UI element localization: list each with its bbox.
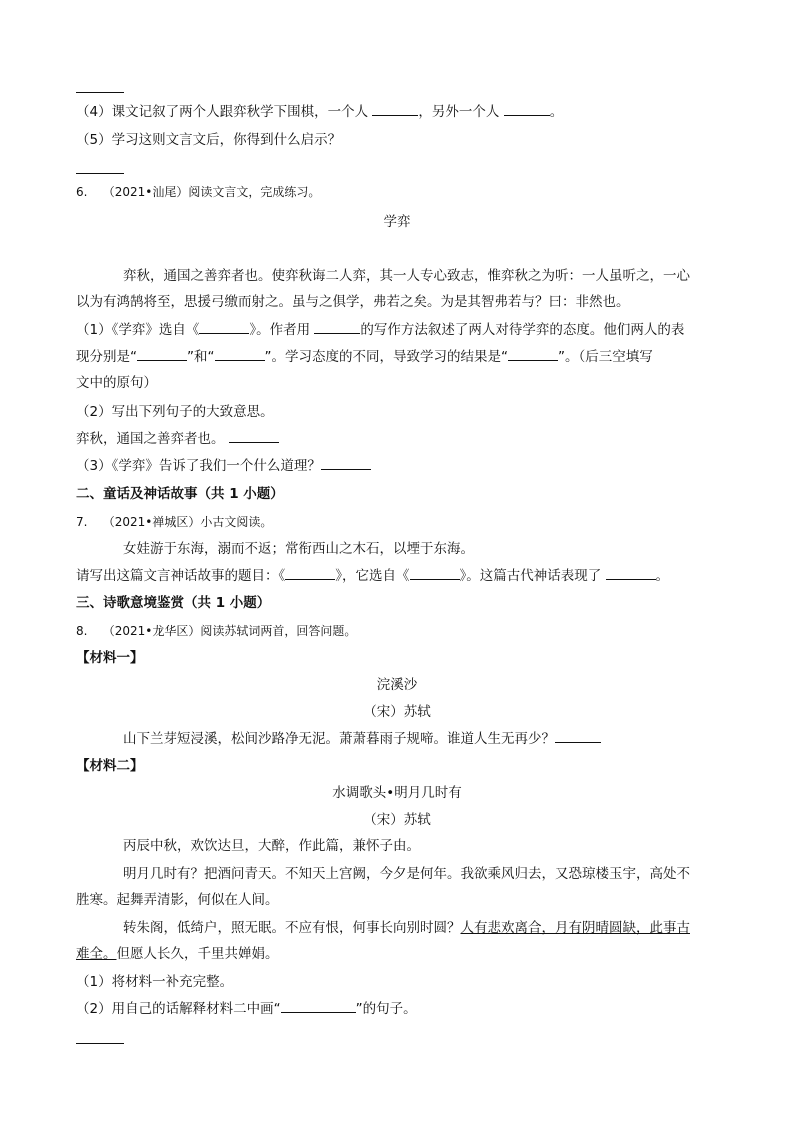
material2-author: （宋）苏轼 bbox=[363, 812, 431, 828]
answer-blank[interactable] bbox=[372, 103, 418, 116]
answer-blank[interactable] bbox=[137, 348, 187, 361]
q6-sub1-line3: 文中的原句） bbox=[76, 375, 157, 391]
q5-item4: （4）课文记叙了两个人跟弈秋学下围棋，一个人 ，另外一个人 。 bbox=[76, 104, 564, 120]
material2-para1-line1: 明月几时有？把酒问青天。不知天上宫阙，今夕是何年。我欲乘风归去，又恐琼楼玉宇，高处不 bbox=[123, 866, 690, 882]
q7-passage: 女娃游于东海，溺而不返；常衔西山之木石，以堙于东海。 bbox=[123, 541, 474, 557]
q6-sub1-line2: 现分别是“ ”和“ ”。学习态度的不同，导致学习的结果是“ ”。（后三空填写 bbox=[76, 349, 653, 365]
material2-para2-line1: 转朱阁，低绮户，照无眠。不应有恨，何事长向别时圆？人有悲欢离合，月有阴晴圆缺，此事古 bbox=[123, 920, 690, 936]
answer-blank[interactable] bbox=[508, 348, 558, 361]
q7-question: 请写出这篇文言神话故事的题目：《 》，它选自《 》。这篇古代神话表现了 。 bbox=[76, 568, 670, 584]
material1-title: 浣溪沙 bbox=[376, 677, 418, 693]
answer-blank[interactable] bbox=[410, 567, 460, 580]
material1-label: 【材料一】 bbox=[76, 650, 144, 666]
answer-blank[interactable] bbox=[314, 321, 360, 334]
q6-passage-line2: 以为有鸿鹄将至，思援弓缴而射之。虽与之俱学，弗若之矣。为是其智弗若与？曰：非然也。 bbox=[76, 294, 630, 310]
q6-sub1-line1: （1）《学弈》选自《 》。作者用 的写作方法叙述了两人对待学弈的态度。他们两人的表 bbox=[76, 322, 685, 338]
q6-sub2-question: （2）写出下列句子的大致意思。 bbox=[76, 404, 274, 420]
answer-blank[interactable] bbox=[321, 457, 371, 470]
q6-header: 6. （2021•汕尾）阅读文言文，完成练习。 bbox=[76, 185, 321, 199]
q8-header: 8. （2021•龙华区）阅读苏轼词两首，回答问题。 bbox=[76, 624, 357, 638]
answer-line bbox=[76, 1043, 124, 1044]
q6-sub2-sentence: 弈秋，通国之善弈者也。 bbox=[76, 429, 279, 449]
q6-title: 学弈 bbox=[383, 214, 411, 230]
answer-blank[interactable] bbox=[199, 321, 249, 334]
q6-passage-line1: 弈秋，通国之善弈者也。使弈秋诲二人弈，其一人专心致志，惟弈秋之为听：一人虽听之，一心 bbox=[123, 268, 690, 284]
material2-para2-line2: 难全。但愿人长久，千里共婵娟。 bbox=[76, 946, 279, 962]
answer-blank[interactable] bbox=[606, 567, 656, 580]
underlined-sentence: 人有悲欢离合，月有阴晴圆缺，此事古 bbox=[460, 920, 690, 936]
q7-header: 7. （2021•禅城区）小古文阅读。 bbox=[76, 515, 273, 529]
section3-heading: 三、诗歌意境鉴赏（共 1 小题） bbox=[76, 595, 271, 611]
material1-author: （宋）苏轼 bbox=[363, 704, 431, 720]
material2-title: 水调歌头•明月几时有 bbox=[332, 785, 462, 801]
answer-blank[interactable] bbox=[285, 567, 335, 580]
q8-sub1: （1）将材料一补充完整。 bbox=[76, 974, 234, 990]
underlined-sentence: 难全。 bbox=[76, 946, 117, 962]
answer-blank[interactable] bbox=[229, 430, 279, 443]
answer-line bbox=[76, 92, 124, 93]
answer-blank[interactable] bbox=[281, 1000, 356, 1013]
section2-heading: 二、童话及神话故事（共 1 小题） bbox=[76, 486, 284, 502]
q8-sub2: （2）用自己的话解释材料二中画“ ”的句子。 bbox=[76, 1001, 417, 1017]
answer-blank[interactable] bbox=[555, 730, 601, 743]
material1-text: 山下兰芽短浸溪，松间沙路净无泥。萧萧暮雨子规啼。谁道人生无再少？ bbox=[123, 729, 601, 749]
answer-blank[interactable] bbox=[215, 348, 265, 361]
material2-label: 【材料二】 bbox=[76, 758, 144, 774]
material2-para1-line2: 胜寒。起舞弄清影，何似在人间。 bbox=[76, 892, 279, 908]
q6-sub3: （3）《学弈》告诉了我们一个什么道理？ bbox=[76, 456, 371, 476]
answer-line bbox=[76, 173, 124, 174]
q5-item5: （5）学习这则文言文后，你得到什么启示？ bbox=[76, 132, 342, 148]
material2-preface: 丙辰中秋，欢饮达旦，大醉，作此篇，兼怀子由。 bbox=[123, 838, 420, 854]
answer-blank[interactable] bbox=[504, 103, 550, 116]
